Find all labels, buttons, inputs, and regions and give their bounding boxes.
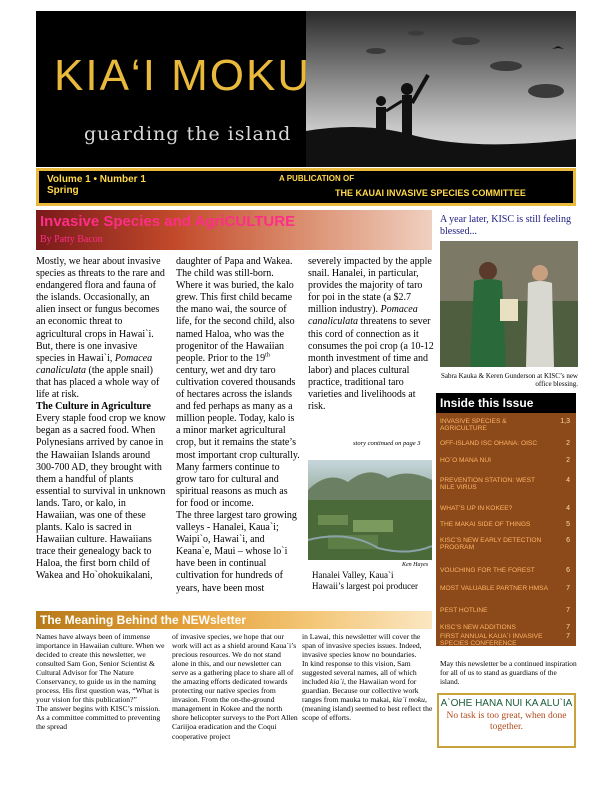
inspiration-note: May this newsletter be a continued inspiration for all of us to stand as guardians of the island. — [440, 659, 577, 686]
section-column-2 — [172, 632, 298, 741]
feature-subhead: The Culture in Agriculture — [36, 401, 151, 413]
volume-number: Volume 1 • Number 1 — [47, 174, 146, 185]
section-paragraph — [302, 659, 434, 722]
feature-text: threatens to sever this cord of connection as it consumes the poi crop (a 10-12 month investment of time and labor) and places cultural practice, traditional taro varieties and livelihoods at risk. — [308, 316, 434, 413]
publication-of: A PUBLICATION OF — [279, 174, 355, 183]
hawaiian-word: kia`i moku — [392, 695, 425, 705]
section-title: The Meaning Behind the NEWsletter — [40, 613, 247, 627]
species-name: Pomacea canaliculata — [308, 304, 418, 328]
toc-item[interactable] — [440, 457, 572, 464]
issue-bar — [36, 168, 576, 206]
toc-label: OFF-ISLAND ISC OHANA: OISC — [440, 440, 538, 447]
toc-item[interactable] — [440, 633, 572, 646]
toc-page: 2 — [566, 457, 570, 464]
toc-label: VOUCHING FOR THE FOREST — [440, 567, 535, 574]
feature-text: century, wet and dry taro cultivation covered thousands of hectares across the islands and fed perhaps as many as a million people. Today, kalo is a minor market agricultural crop, but it remains the state’s most important crop culturally. Many farmers continue to grow taro for cultural and spiritual reasons as much as for food or income. — [176, 364, 300, 509]
toc-item[interactable] — [440, 624, 572, 631]
section-paragraph: Names have always been of immense importance in Hawaiian culture. When we decided to create this newsletter, we consulted Sam Gon, Senior Scientist & Cultural Advisor for The Nature Conservancy, to guide us in the naming process. His first question was, “What is your vision for this publication?” — [36, 632, 165, 705]
species-name: Pomacea canaliculata — [36, 352, 153, 376]
toc-page: 4 — [566, 505, 570, 512]
toc-page: 7 — [566, 624, 570, 631]
inside-this-issue — [436, 393, 576, 646]
toc-page: 1,3 — [560, 418, 570, 425]
toc-label: INVASIVE SPECIES & AGRICULTURE — [440, 418, 507, 432]
feature-text: severely impacted by the apple snail. Hanalei, in particular, provides the majority of taro for poi in the state (a $2.7 million industry). — [308, 256, 432, 316]
kisc-blessing-heading: A year later, KISC is still feeling blessed... — [440, 214, 571, 237]
inside-title: Inside this Issue — [436, 393, 576, 413]
toc-item[interactable] — [440, 477, 572, 491]
toc-label: KISC’S NEW ADDITIONS — [440, 624, 516, 631]
motto-heading: A`OHE HANA NUI KA ALU`IA — [440, 698, 573, 709]
section-paragraph: of invasive species, we hope that our work will act as a shield around Kaua`i’s precious resources. We do not stand alone in this, and our newsletter can serve as a gathering place to share all of the amazing efforts dedicated towards protecting our native species from invasion. From the on-the-ground management in Kokee and the north shore helicopter surveys to the Port Allen Cariijoa eradication and the Coqui cooperative project — [172, 632, 298, 741]
blessing-photo — [440, 241, 578, 367]
feature-column-1 — [36, 256, 168, 583]
section-paragraph: The answer begins with KISC’s mission. As a committee committed to preventing the spread — [36, 704, 161, 732]
toc-page: 4 — [566, 477, 570, 484]
feature-text: (the apple snail) that has placed a whole way of life at risk. — [36, 364, 160, 401]
masthead-photo — [306, 11, 576, 167]
toc-item[interactable] — [440, 418, 572, 432]
toc-item[interactable] — [440, 607, 572, 614]
blessing-image — [440, 241, 578, 367]
feature-title: Invasive Species and AgriCULTURE — [40, 213, 296, 230]
section-text: ,(meaning island) seemed to best reflect the scope of efforts. — [302, 695, 433, 723]
photo-credit: Ken Hayes — [402, 562, 429, 568]
toc-page: 6 — [566, 567, 570, 574]
feature-paragraph — [176, 256, 300, 510]
feature-paragraph — [36, 256, 168, 401]
toc-page: 7 — [566, 633, 570, 640]
section-text: , the Hawaiian word for guardian. Because our collective work ranges from mauka to makai, — [302, 677, 419, 705]
newsletter-tagline: guarding the island — [84, 123, 292, 145]
toc-label: WHAT’S UP IN KOKEE? — [440, 505, 513, 512]
toc-label: FIRST ANNUAL KAUA`I INVASIVE SPECIES CONFERENCE — [440, 633, 543, 646]
toc-page: 7 — [566, 585, 570, 592]
section-banner — [36, 611, 432, 629]
toc-page: 6 — [566, 537, 570, 544]
section-column-3 — [302, 632, 434, 722]
feature-paragraph: Every staple food crop we know began as a sacred food. When Polynesians arrived by canoe in the Hawaiian Islands around 300-700 AD, they brought with them a handful of plants essential to survival in unknown lands. Taro, or kalo, in Hawaiian, was one of these plants. Kalo is sacred in Hawaiian culture. Hawaiians trace their genealogy back to Haloa, the first born child of Wakea and Ho`ohokuikalani, — [36, 413, 166, 582]
toc-page: 5 — [566, 521, 570, 528]
toc-label: PEST HOTLINE — [440, 607, 488, 614]
feature-text: daughter of Papa and Wakea. The child was still-born. Where it was buried, the kalo grew. This first child became the mano wai, the source of life, for the second child, also named Haloa, who was the progenitor of the Hawaiian people. Prior to the 19 — [176, 256, 295, 364]
valley-caption — [312, 570, 436, 592]
feature-column-2 — [176, 256, 300, 595]
toc-item[interactable] — [440, 521, 572, 528]
toc-label: THE MAKAI SIDE OF THINGS — [440, 521, 531, 528]
section-paragraph: in Lawai, this newsletter will cover the span of invasive species issues. Indeed, invasive species know no boundaries. — [302, 632, 422, 660]
motto-text: No task is too great, when done together. — [446, 711, 567, 732]
organization-name: THE KAUAI INVASIVE SPECIES COMMITTEE — [335, 188, 526, 198]
valley-caption-line: Hawaii’s largest poi producer — [312, 581, 419, 591]
feature-text: Mostly, we hear about invasive species as threats to the rare and endangered flora and fauna of the islands. Occasionally, an alien insect or fungus becomes an economic threat to agricultural crops in Hawai`i. But, there is one invasive species in Hawai`i, — [36, 256, 165, 364]
toc-label: HO`O MANA NUI — [440, 457, 491, 464]
toc-item[interactable] — [440, 585, 572, 592]
story-continued: story continued on page 3 — [353, 440, 421, 447]
section-column-1 — [36, 632, 166, 732]
toc-item[interactable] — [440, 567, 572, 574]
toc-item[interactable] — [440, 440, 572, 447]
issue-volume — [47, 174, 146, 196]
newsletter-logo: KIA‘I MOKU — [54, 51, 312, 100]
valley-image — [308, 460, 432, 560]
feature-column-3 — [308, 256, 434, 413]
feature-paragraph — [308, 256, 434, 413]
toc-label: KISC’S NEW EARLY DETECTION PROGRAM — [440, 537, 542, 551]
section-text: In kind response to this vision, Sam suggested several names, all of which included — [302, 659, 417, 687]
motto-box — [437, 693, 576, 748]
blessing-caption: Sabra Kauka & Keren Gunderson at KISC’s new office blessing. — [440, 372, 578, 388]
toc-item[interactable] — [440, 505, 572, 512]
feature-paragraph: The three largest taro growing valleys - Hanalei, Kaua`i; Waipi`o, Hawai`i, and Keana`e, Maui – whose lo`i have been in continual cultivation for hundreds of years, have been most — [176, 509, 297, 594]
toc-page: 7 — [566, 607, 570, 614]
valley-caption-line: Hanalei Valley, Kaua`i — [312, 570, 394, 580]
toc-label: PREVENTION STATION: WEST NILE VIRUS — [440, 477, 535, 491]
toc-item[interactable] — [440, 537, 572, 551]
silhouette-figures-image — [306, 11, 576, 167]
feature-byline: By Patty Bacon — [40, 234, 103, 245]
toc-label: MOST VALUABLE PARTNER HMSA — [440, 585, 548, 592]
issue-season: Spring — [47, 185, 79, 196]
masthead — [36, 11, 576, 167]
hanalei-valley-photo — [308, 460, 432, 560]
feature-banner — [36, 210, 432, 250]
toc-page: 2 — [566, 440, 570, 447]
superscript: th — [265, 352, 270, 359]
hawaiian-word: kia`i — [330, 677, 344, 687]
